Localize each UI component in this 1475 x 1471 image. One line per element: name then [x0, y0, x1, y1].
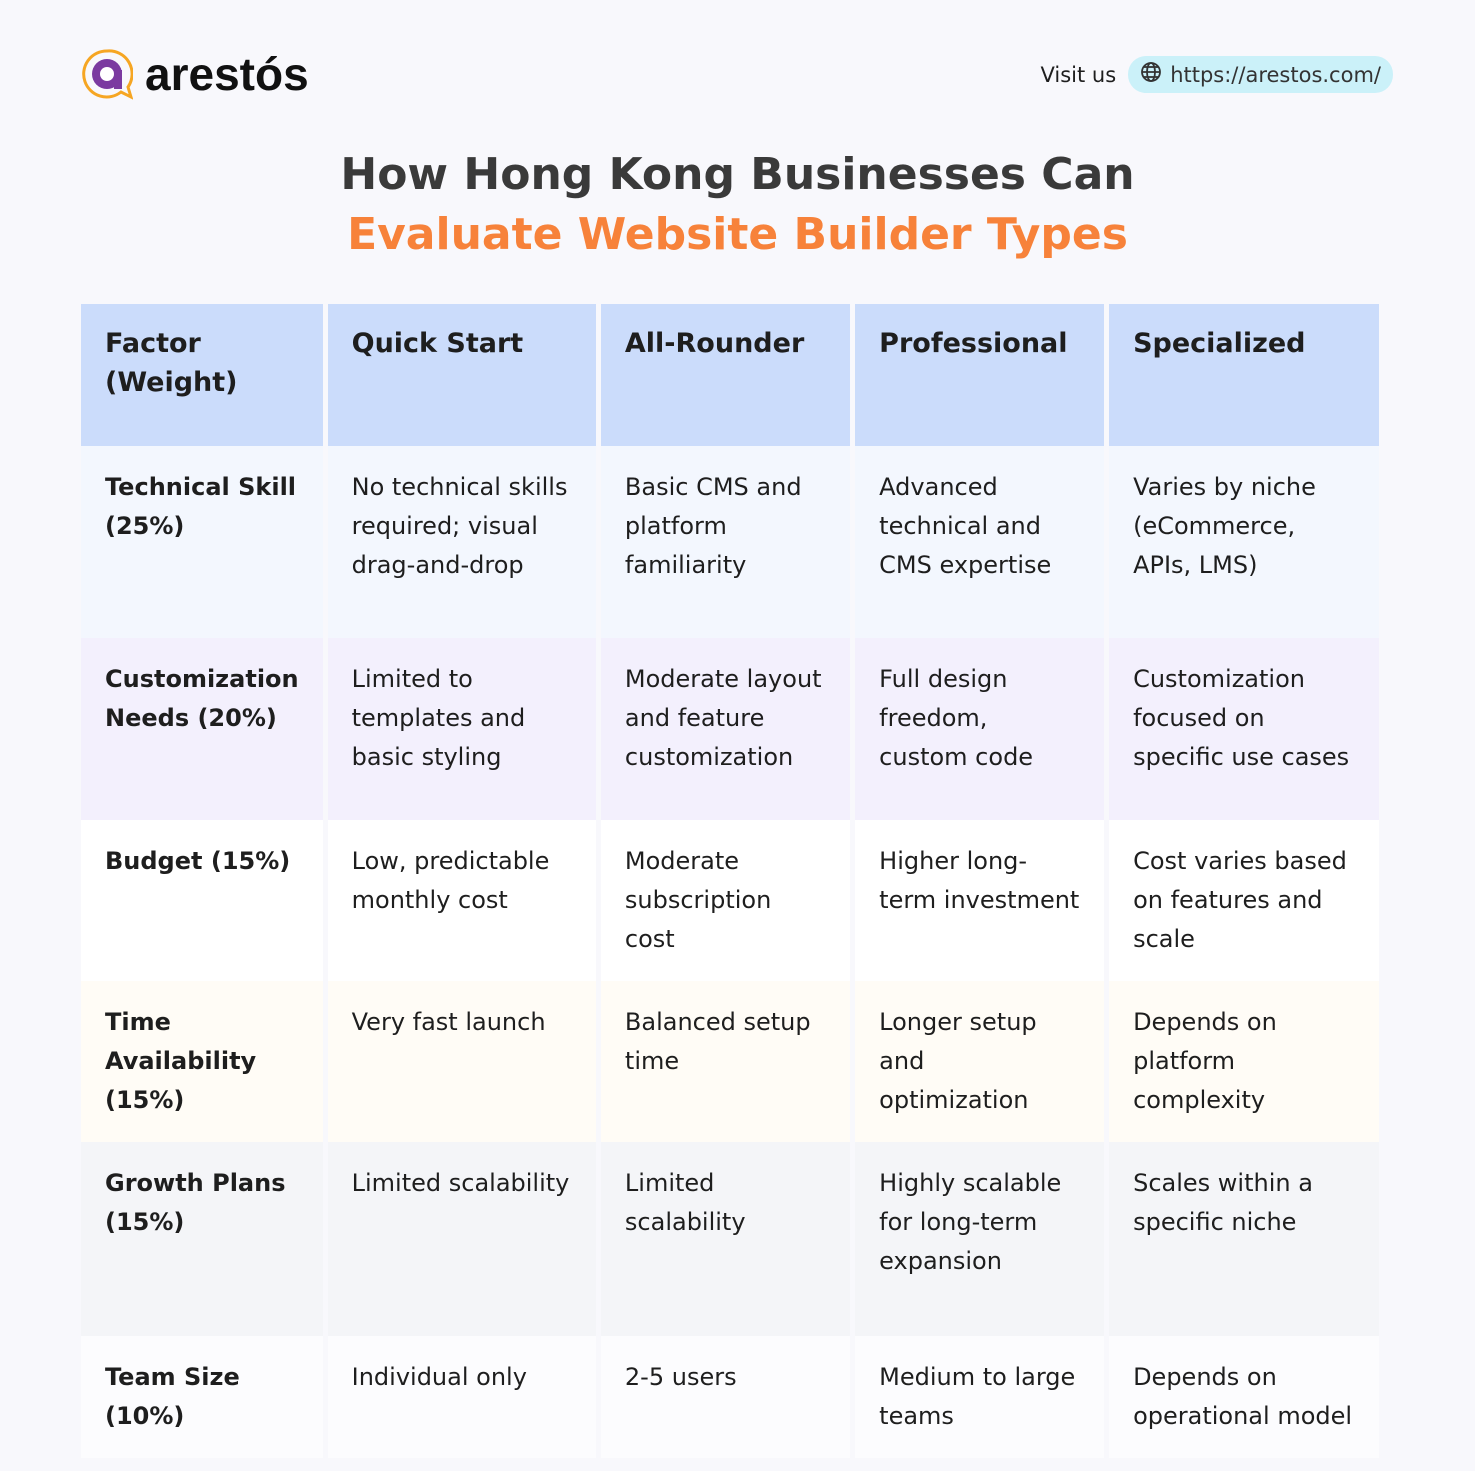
website-link[interactable] — [1128, 56, 1393, 93]
table-cell: Limited scalability — [328, 1142, 596, 1336]
table-cell: Low, predictable monthly cost — [328, 820, 596, 981]
title-line-2: Evaluate Website Builder Types — [347, 209, 1128, 260]
brand-name: arestós — [145, 48, 309, 100]
table-cell: Highly scalable for long-term expansion — [855, 1142, 1104, 1336]
website-url: https://arestos.com/ — [1170, 62, 1381, 87]
table-cell: No technical skills required; visual drag-and-drop — [328, 446, 596, 638]
table-row — [81, 820, 1379, 981]
factor-cell: Time Availability (15%) — [81, 981, 323, 1142]
table-row — [81, 1142, 1379, 1336]
header-factor: Factor (Weight) — [81, 304, 323, 446]
factor-cell: Technical Skill (25%) — [81, 446, 323, 638]
factor-cell: Team Size (10%) — [81, 1336, 323, 1458]
table-cell: Cost varies based on features and scale — [1109, 820, 1379, 981]
factor-cell: Growth Plans (15%) — [81, 1142, 323, 1336]
table-cell: Advanced technical and CMS expertise — [855, 446, 1104, 638]
table-cell: Longer setup and optimization — [855, 981, 1104, 1142]
table-row — [81, 446, 1379, 638]
table-cell: Scales within a specific niche — [1109, 1142, 1379, 1336]
table-cell: Depends on operational model — [1109, 1336, 1379, 1458]
table-cell: Limited to templates and basic styling — [328, 638, 596, 820]
factor-cell: Customization Needs (20%) — [81, 638, 323, 820]
table-header — [81, 304, 1379, 446]
table-cell: Basic CMS and platform familiarity — [601, 446, 850, 638]
globe-icon — [1140, 61, 1162, 88]
table-row — [81, 638, 1379, 820]
header-all-rounder: All-Rounder — [601, 304, 850, 446]
table-cell: Moderate subscription cost — [601, 820, 850, 981]
comparison-table — [76, 304, 1384, 1458]
visit-us — [1041, 56, 1394, 93]
table-cell: Customization focused on specific use cases — [1109, 638, 1379, 820]
visit-label: Visit us — [1040, 62, 1117, 87]
table-cell: Depends on platform complexity — [1109, 981, 1379, 1142]
table-cell: Full design freedom, custom code — [855, 638, 1104, 820]
brand-logo — [81, 47, 309, 101]
logo-icon — [81, 48, 133, 100]
header-professional: Professional — [855, 304, 1104, 446]
table-row — [81, 981, 1379, 1142]
table-cell: Very fast launch — [328, 981, 596, 1142]
table-cell: Higher long-term investment — [855, 820, 1104, 981]
header-specialized: Specialized — [1109, 304, 1379, 446]
factor-cell: Budget (15%) — [81, 820, 323, 981]
table-cell: Varies by niche (eCommerce, APIs, LMS) — [1109, 446, 1379, 638]
header-quick-start: Quick Start — [328, 304, 596, 446]
table-cell: Moderate layout and feature customization — [601, 638, 850, 820]
table-cell: 2-5 users — [601, 1336, 850, 1458]
table-row — [81, 1336, 1379, 1458]
table-cell: Medium to large teams — [855, 1336, 1104, 1458]
page-title — [0, 145, 1475, 265]
table-cell: Limited scalability — [601, 1142, 850, 1336]
title-line-1: How Hong Kong Businesses Can — [340, 149, 1135, 200]
table-cell: Balanced setup time — [601, 981, 850, 1142]
table-cell: Individual only — [328, 1336, 596, 1458]
